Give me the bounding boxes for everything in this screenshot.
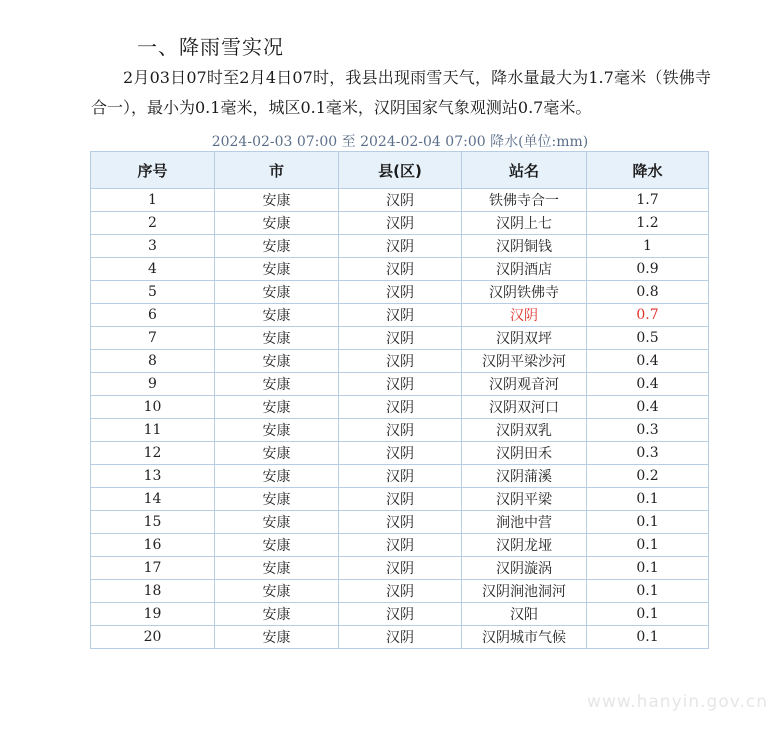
row-number: 3 — [91, 235, 215, 258]
row-station: 铁佛寺合一 — [462, 189, 587, 212]
table-row — [91, 350, 709, 373]
row-county: 汉阴 — [339, 511, 462, 534]
row-county: 汉阴 — [339, 396, 462, 419]
row-city: 安康 — [215, 396, 339, 419]
row-county: 汉阴 — [339, 304, 462, 327]
row-precipitation: 0.8 — [587, 281, 709, 304]
row-city: 安康 — [215, 327, 339, 350]
row-number: 5 — [91, 281, 215, 304]
row-county: 汉阴 — [339, 212, 462, 235]
row-city: 安康 — [215, 235, 339, 258]
row-number: 10 — [91, 396, 215, 419]
row-county: 汉阴 — [339, 488, 462, 511]
row-number: 13 — [91, 465, 215, 488]
table-row — [91, 442, 709, 465]
table-row — [91, 580, 709, 603]
site-watermark: www.hanyin.gov.cn — [587, 692, 768, 712]
table-row — [91, 304, 709, 327]
table-header-row — [91, 152, 709, 189]
table-row — [91, 235, 709, 258]
row-county: 汉阴 — [339, 603, 462, 626]
row-city: 安康 — [215, 212, 339, 235]
row-county: 汉阴 — [339, 327, 462, 350]
row-county: 汉阴 — [339, 465, 462, 488]
row-station: 汉阴上七 — [462, 212, 587, 235]
summary-paragraph: 2月03日07时至2月4日07时，我县出现雨雪天气，降水量最大为1.7毫米（铁佛寺合一），最小为0.1毫米，城区0.1毫米，汉阴国家气象观测站0.7毫米。 — [91, 68, 711, 117]
row-precipitation: 1.2 — [587, 212, 709, 235]
table-row — [91, 557, 709, 580]
row-number: 19 — [91, 603, 215, 626]
row-number: 8 — [91, 350, 215, 373]
table-row — [91, 189, 709, 212]
row-station: 汉阴涧池洞河 — [462, 580, 587, 603]
row-number: 11 — [91, 419, 215, 442]
row-precipitation: 0.9 — [587, 258, 709, 281]
row-precipitation: 0.3 — [587, 419, 709, 442]
header-city: 市 — [215, 152, 339, 189]
row-precipitation: 0.1 — [587, 511, 709, 534]
row-county: 汉阴 — [339, 373, 462, 396]
row-city: 安康 — [215, 281, 339, 304]
row-number: 4 — [91, 258, 215, 281]
header-county: 县(区) — [339, 152, 462, 189]
row-station: 汉阴田禾 — [462, 442, 587, 465]
row-precipitation: 0.1 — [587, 534, 709, 557]
row-station: 汉阴观音河 — [462, 373, 587, 396]
precipitation-table — [90, 151, 709, 649]
row-city: 安康 — [215, 534, 339, 557]
row-county: 汉阴 — [339, 189, 462, 212]
row-city: 安康 — [215, 373, 339, 396]
row-station: 汉阴双乳 — [462, 419, 587, 442]
row-station: 汉阴平梁沙河 — [462, 350, 587, 373]
row-precipitation: 0.1 — [587, 603, 709, 626]
row-number: 2 — [91, 212, 215, 235]
row-precipitation: 0.4 — [587, 396, 709, 419]
row-city: 安康 — [215, 189, 339, 212]
row-station: 涧池中营 — [462, 511, 587, 534]
row-city: 安康 — [215, 350, 339, 373]
row-city: 安康 — [215, 557, 339, 580]
table-row — [91, 603, 709, 626]
row-city: 安康 — [215, 419, 339, 442]
table-row — [91, 488, 709, 511]
row-precipitation: 0.1 — [587, 488, 709, 511]
row-number: 6 — [91, 304, 215, 327]
row-county: 汉阴 — [339, 235, 462, 258]
row-number: 7 — [91, 327, 215, 350]
header-precipitation: 降水 — [587, 152, 709, 189]
row-station: 汉阴酒店 — [462, 258, 587, 281]
row-station: 汉阴蒲溪 — [462, 465, 587, 488]
table-row — [91, 465, 709, 488]
row-station: 汉阴城市气候 — [462, 626, 587, 649]
row-city: 安康 — [215, 603, 339, 626]
header-no: 序号 — [91, 152, 215, 189]
table-row — [91, 373, 709, 396]
row-station: 汉阴 — [462, 304, 587, 327]
row-county: 汉阴 — [339, 350, 462, 373]
row-precipitation: 0.4 — [587, 350, 709, 373]
row-station: 汉阴双坪 — [462, 327, 587, 350]
row-number: 20 — [91, 626, 215, 649]
row-precipitation: 1 — [587, 235, 709, 258]
header-station: 站名 — [462, 152, 587, 189]
row-precipitation: 0.7 — [587, 304, 709, 327]
table-caption: 2024-02-03 07:00 至 2024-02-04 07:00 降水(单位:mm) — [211, 134, 589, 150]
row-station: 汉阴铜钱 — [462, 235, 587, 258]
table-row — [91, 258, 709, 281]
table-row — [91, 212, 709, 235]
row-precipitation: 0.5 — [587, 327, 709, 350]
row-city: 安康 — [215, 626, 339, 649]
row-city: 安康 — [215, 580, 339, 603]
row-city: 安康 — [215, 511, 339, 534]
row-precipitation: 0.1 — [587, 557, 709, 580]
row-number: 16 — [91, 534, 215, 557]
row-station: 汉阴铁佛寺 — [462, 281, 587, 304]
row-number: 12 — [91, 442, 215, 465]
row-number: 1 — [91, 189, 215, 212]
row-number: 17 — [91, 557, 215, 580]
row-city: 安康 — [215, 258, 339, 281]
section-title: 一、降雨雪实况 — [137, 35, 284, 59]
row-city: 安康 — [215, 442, 339, 465]
row-county: 汉阴 — [339, 534, 462, 557]
row-number: 9 — [91, 373, 215, 396]
row-precipitation: 1.7 — [587, 189, 709, 212]
row-city: 安康 — [215, 488, 339, 511]
row-county: 汉阴 — [339, 626, 462, 649]
row-county: 汉阴 — [339, 258, 462, 281]
row-county: 汉阴 — [339, 281, 462, 304]
row-county: 汉阴 — [339, 557, 462, 580]
row-precipitation: 0.3 — [587, 442, 709, 465]
row-precipitation: 0.4 — [587, 373, 709, 396]
table-row — [91, 626, 709, 649]
table-body — [91, 189, 709, 649]
row-county: 汉阴 — [339, 442, 462, 465]
row-precipitation: 0.1 — [587, 580, 709, 603]
table-row — [91, 396, 709, 419]
row-precipitation: 0.1 — [587, 626, 709, 649]
row-county: 汉阴 — [339, 580, 462, 603]
table-row — [91, 534, 709, 557]
row-number: 18 — [91, 580, 215, 603]
table-row — [91, 327, 709, 350]
row-number: 15 — [91, 511, 215, 534]
row-station: 汉阳 — [462, 603, 587, 626]
row-county: 汉阴 — [339, 419, 462, 442]
row-number: 14 — [91, 488, 215, 511]
table-row — [91, 511, 709, 534]
row-city: 安康 — [215, 465, 339, 488]
row-station: 汉阴漩涡 — [462, 557, 587, 580]
row-station: 汉阴龙垭 — [462, 534, 587, 557]
table-row — [91, 281, 709, 304]
row-city: 安康 — [215, 304, 339, 327]
row-precipitation: 0.2 — [587, 465, 709, 488]
row-station: 汉阴平梁 — [462, 488, 587, 511]
row-station: 汉阴双河口 — [462, 396, 587, 419]
table-row — [91, 419, 709, 442]
